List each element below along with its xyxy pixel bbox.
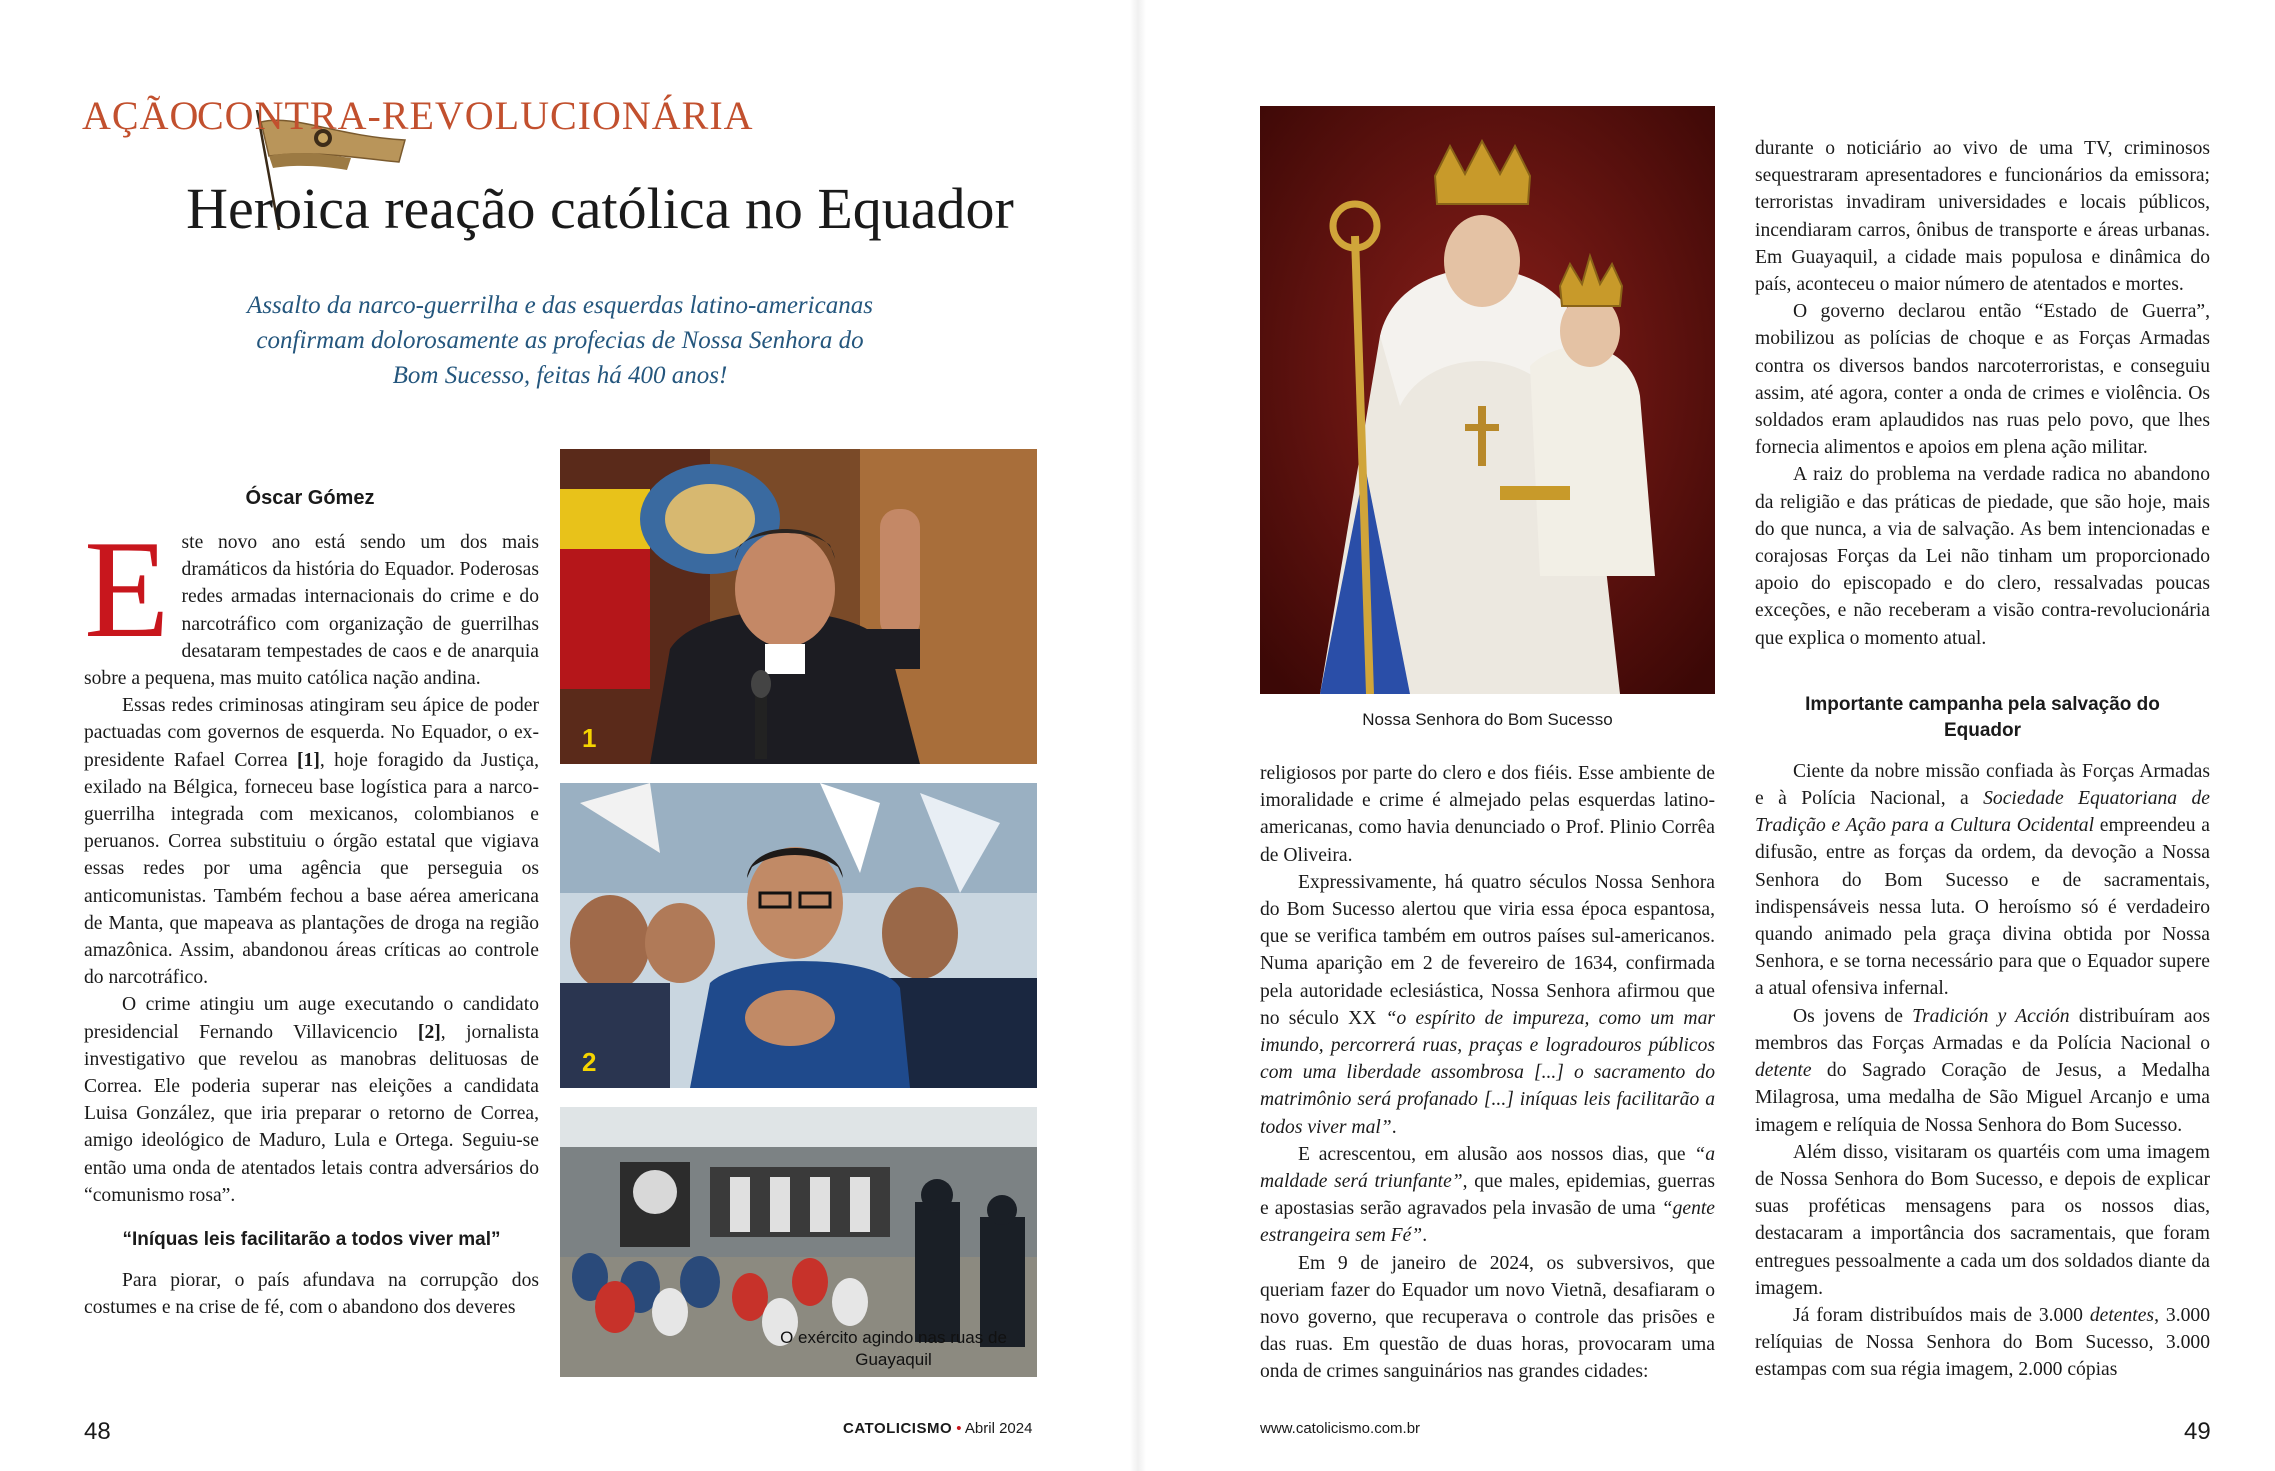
section-label-part2: CONTRA-REVOLUCIONÁRIA [197, 93, 754, 138]
magazine-footer: CATOLICISMO • Abril 2024 [843, 1420, 1033, 1437]
author-byline: Óscar Gómez [245, 487, 375, 509]
statue-caption: Nossa Senhora do Bom Sucesso [1362, 710, 1613, 729]
figure-ref: [1] [297, 749, 320, 771]
photo-number: 1 [582, 723, 597, 753]
quote: “o espírito de impureza, como um mar imundo, percorrerá ruas, praças e logradouros públicos com uma liberdade assombrosa [...] o sacramento do matrimônio será profanado [...] iníquas leis facilitarão a todos viver mal” [1260, 1007, 1715, 1138]
right-page [1138, 0, 2275, 1471]
quote: “a maldade será triunfante” [1260, 1143, 1715, 1193]
paragraph: O crime atingiu um auge executando o candidato presidencial Fernando Villavicencio [2], jornalista investigativo que revelou as manobras delituosas de Correa. Ele poderia superar nas eleições a candidata Luisa González, que iria preparar o retorno de Correa, amigo ideológico de Maduro, Lula e Ortega. Seguiu-se então uma onda de atentados letais contra adversários do “comunismo rosa”. [84, 994, 540, 1206]
photo-number: 2 [582, 1047, 597, 1077]
paragraph: A raiz do problema na verdade radica no abandono da religião e das práticas de piedade, que são hoje, mais do que nunca, a via de salvação. As bem intencionadas e corajosas Forças da Lei não tinham um proporcionado apoio do episcopado e do clero, ressalvadas poucas exceções, e não receberam a visão contra-revolucionária que explica o momento atual. [1755, 464, 2210, 649]
paragraph: Ciente da nobre missão confiada às Forças Armadas e à Polícia Nacional, a Sociedade Equatoriana de Tradição e Ação para a Cultura Ocidental empreendeu a difusão, entre as forças da ordem, da devoção a Nossa Senhora do Bom Sucesso e de sacramentais, indispensáveis nessa luta. O heroísmo só é verdadeiro quando animado pela graça divina obtida por Nossa Senhora, e se torna necessário para que o Equador supere a atual ofensiva infernal. [1755, 760, 2211, 1000]
paragraph: religiosos por parte do clero e dos fiéis. Esse ambiente de imoralidade e crime é almejado pelas esquerdas latino-americanas, como havia denunciado o Prof. Plinio Corrêa de Oliveira. [1260, 763, 1715, 866]
paragraph: Os jovens de Tradición y Acción distribuíram aos membros das Forças Armadas e da Polícia Nacional o detente do Sagrado Coração de Jesus, a Medalha Milagrosa, uma medalha de São Miguel Arcanjo e uma imagem e relíquia de Nossa Senhora do Bom Sucesso. [1755, 1005, 2210, 1136]
drop-cap: E [84, 512, 170, 667]
paragraph: E acrescentou, em alusão aos nossos dias, que “a maldade será triunfante”, que males, epidemias, guerras e apostasias serão agravados pela invasão de uma “gente estrangeira sem Fé”. [1260, 1143, 1715, 1247]
paragraph: durante o noticiário ao vivo de uma TV, criminosos sequestraram apresentadores e funcionários da emissora; terroristas invadiram universidades e locais públicos, incendiaram carros, ônibus de transporte e áreas urbanas. Em Guayaquil, a cidade mais populosa e dinâmica do país, aconteceu o maior número de atentados e mortes. [1755, 138, 2210, 296]
figure-ref: [2] [417, 1021, 441, 1043]
quote: “gente estrangeira sem Fé” [1260, 1198, 1715, 1247]
page-number-left: 48 [84, 1418, 111, 1445]
article-dek: Assalto da narco-guerrilha e das esquerdas latino-americanas confirmam dolorosamente as profecias de Nossa Senhora do Bom Sucesso, feitas há 400 anos! [247, 292, 873, 389]
paragraph: Para piorar, o país afundava na corrupção dos costumes e na crise de fé, com o abandono dos deveres [84, 1270, 539, 1319]
section-label-part1: AÇÃO [82, 93, 200, 138]
photo-image [560, 783, 1037, 1088]
paragraph: Essas redes criminosas atingiram seu ápice de poder pactuadas com governos de esquerda. No Equador, o ex-presidente Rafael Correa [1], hoje foragido da Justiça, exilado na Bélgica, forneceu base logística para a narco-guerrilha integrada com mexicanos, colombianos e peruanos. Correa substituiu o órgão estatal que vigiava essas redes por uma agência que perseguia os anticomunistas. Também fechou a base aérea americana de Manta, que mapeava as plantações de droga na região amazônica. Assim, abandonou áreas críticas ao controle do narcotráfico. [84, 695, 540, 989]
paragraph: O governo declarou então “Estado de Guerra”, mobilizou as polícias de choque e as Forças Armadas contra os diversos bandos narcoterroristas, e conseguiu assim, até agora, conter a onda de crimes e violência. Os soldados eram aplaudidos nas ruas pelo povo, que lhes fornecia alimentos e apoios em plena ação militar. [1755, 301, 2210, 459]
paragraph: Em 9 de janeiro de 2024, os subversivos, que queriam fazer do Equador um novo Vietnã, desafiaram o novo governo, que recuperava o controle das prisões e das ruas. Em questão de duas horas, provocaram uma onda de crimes sanguinários nas grandes cidades: [1260, 1252, 1715, 1383]
paragraph: ste novo ano está sendo um dos mais dramáticos da história do Equador. Poderosas redes armadas internacionais do crime e do narcotráfico com organização de guerrilhas desataram tempestades de caos e de anarquia sobre a pequena, mas muito católica nação andina. [84, 532, 539, 690]
page-number-right: 49 [2184, 1418, 2211, 1445]
paragraph: Além disso, visitaram os quartéis com uma imagem de Nossa Senhora do Bom Sucesso, e depois de explicar suas proféticas mensagens para os nossos dias, destacaram a importância dos sacramentais, que foram entregues pessoalmente a cada um dos soldados diante da imagem. [1755, 1141, 2210, 1299]
photo-image [560, 449, 1037, 764]
photo-rafael-correa [560, 449, 1037, 764]
photo-caption: O exército agindo nas ruas de Guayaquil [780, 1328, 1007, 1369]
photo-villavicencio [560, 783, 1037, 1088]
text-column-3 [1260, 760, 1715, 1390]
photo-image [1260, 106, 1715, 694]
paragraph: Expressivamente, há quatro séculos Nossa Senhora do Bom Sucesso alertou que viria essa época espantosa, que se verifica também em outros países sul-americanos. Numa aparição em 2 de fevereiro de 1634, confirmada pela autoridade eclesiástica, Nossa Senhora afirmou que no século XX “o espírito de impureza, como um mar imundo, percorrerá ruas, praças e logradouros públicos com uma liberdade assombrosa [...] o sacramento do matrimônio será profanado [...] iníquas leis facilitarão a todos viver mal”. [1260, 871, 1715, 1138]
photo-army-guayaquil [560, 1107, 1037, 1377]
subheading: “Iníquas leis facilitarão a todos viver mal” [122, 1229, 501, 1251]
text-column-4 [1755, 135, 2210, 1395]
website-link[interactable]: www.catolicismo.com.br [1260, 1420, 1421, 1437]
article-headline: Heroica reação católica no Equador [186, 176, 1014, 241]
text-column-1 [84, 512, 540, 1379]
left-page [0, 0, 1137, 1471]
paragraph: Já foram distribuídos mais de 3.000 detentes, 3.000 relíquias de Nossa Senhora do Bom Sucesso, 3.000 estampas com sua régia imagem, 2.000 cópias [1755, 1304, 2210, 1381]
photo-nossa-senhora [1260, 106, 1715, 694]
subheading: Importante campanha pela salvação do Equador [1805, 693, 2160, 741]
